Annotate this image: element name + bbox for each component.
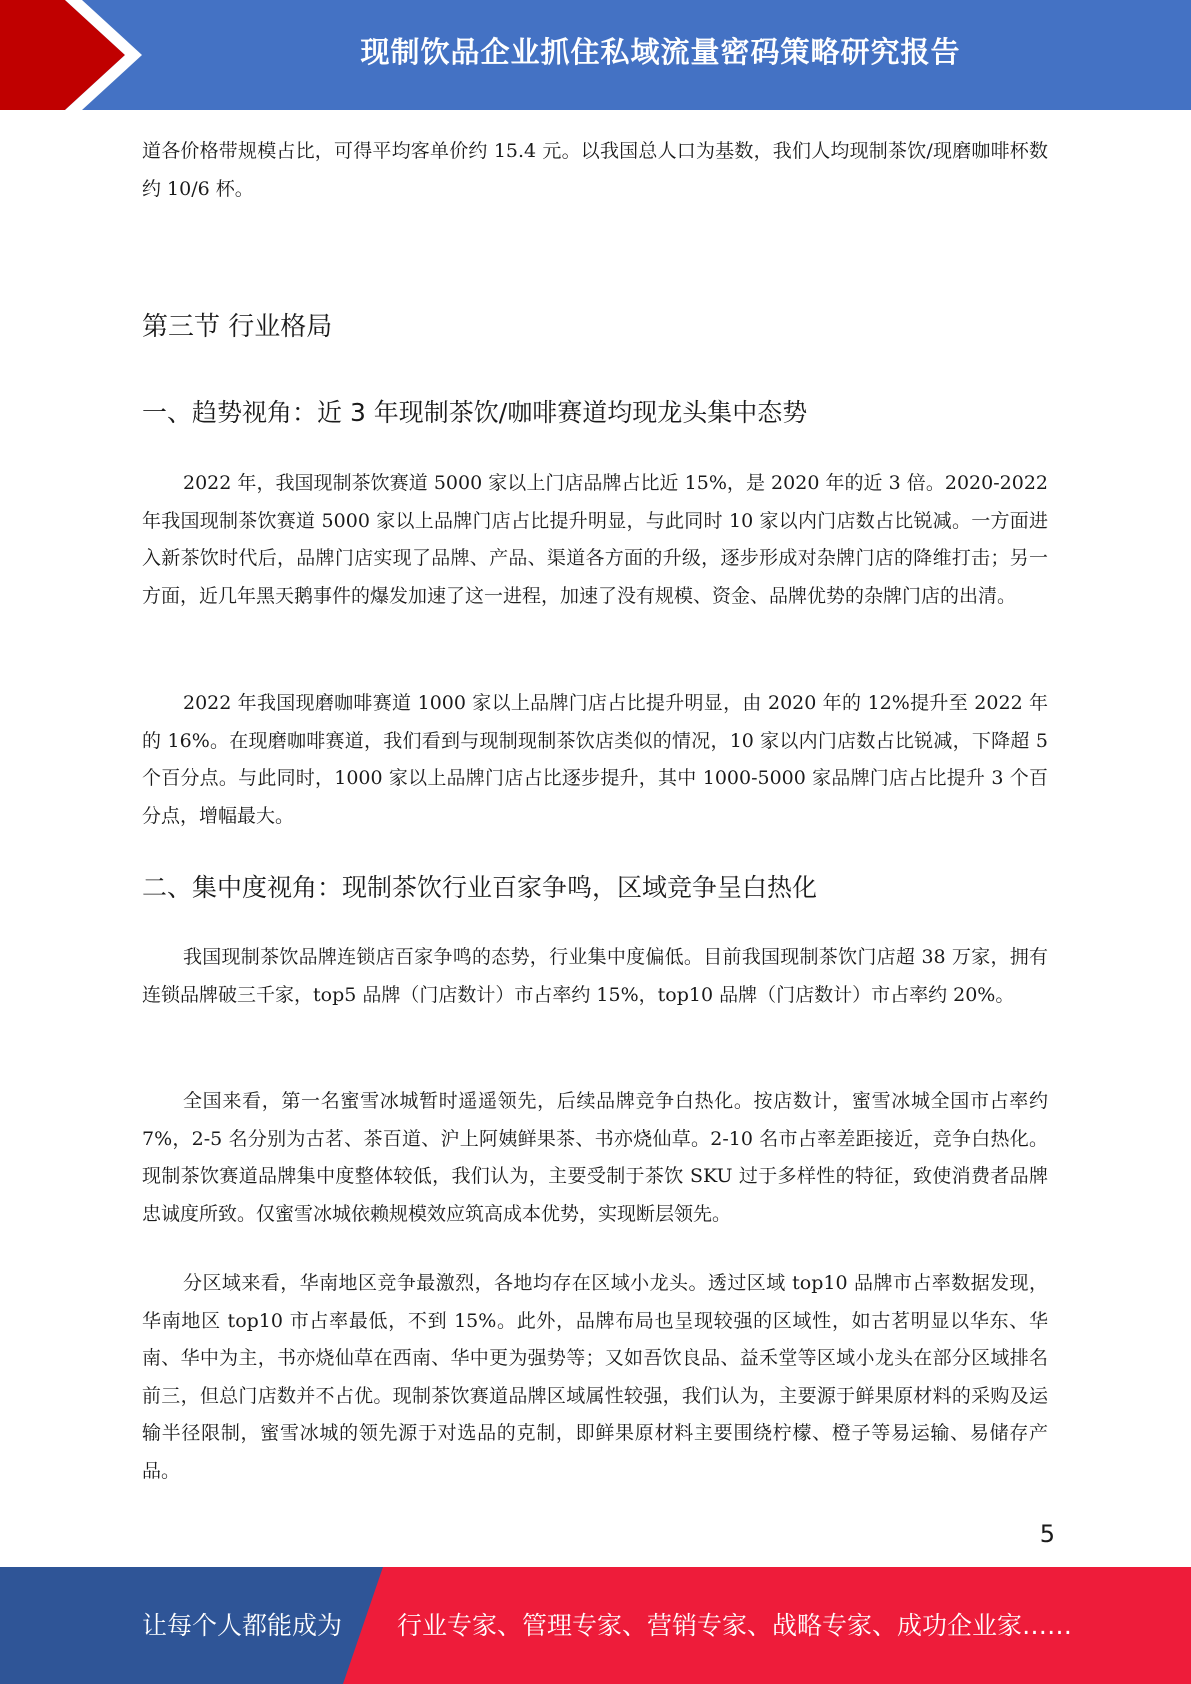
page-number: 5 (1039, 1520, 1055, 1548)
header-title: 现制饮品企业抓住私域流量密码策略研究报告 (360, 35, 961, 69)
footer-slogan-left: 让每个人都能成为 (142, 1611, 343, 1640)
page-header (0, 0, 1191, 110)
heading-concentration: 二、集中度视角：现制茶饮行业百家争鸣，区域竞争呈白热化 (142, 873, 818, 902)
paragraph-tea-trend: 2022 年，我国现制茶饮赛道 5000 家以上门店品牌占比近 15%，是 2020 年的近 3 倍。2020-2022 年我国现制茶饮赛道 5000 家以上品牌门店占比提升明显，与此同时 10 家以内门店数占比锐减。一方面进入新茶饮时代后，品牌门店实现了品牌、产品、渠道各方面的升级，逐步形成对杂牌门店的降维打击；另一方面，近几年黑天鹅事件的爆发加速了这一进程，加速了没有规模、资金、品牌优势的杂牌门店的出清。 (142, 472, 1048, 607)
heading-trend: 一、趋势视角：近 3 年现制茶饮/咖啡赛道均现龙头集中态势 (142, 398, 808, 427)
paragraph-coffee-trend: 2022 年我国现磨咖啡赛道 1000 家以上品牌门店占比提升明显，由 2020 年的 12%提升至 2022 年的 16%。在现磨咖啡赛道，我们看到与现制现制茶饮店类似的情况，10 家以内门店数占比锐减，下降超 5 个百分点。与此同时，1000 家以上品牌门店占比逐步提升，其中 1000-5000 家品牌门店占比提升 3 个百分点，增幅最大。 (142, 692, 1048, 827)
intro-paragraph: 道各价格带规模占比，可得平均客单价约 15.4 元。以我国总人口为基数，我们人均现制茶饮/现磨咖啡杯数约 10/6 杯。 (142, 140, 1048, 200)
header-chevron-icon (0, 0, 150, 110)
paragraph-concentration: 我国现制茶饮品牌连锁店百家争鸣的态势，行业集中度偏低。目前我国现制茶饮门店超 38 万家，拥有连锁品牌破三千家，top5 品牌（门店数计）市占率约 15%，top10 品牌（门店数计）市占率约 20%。 (142, 946, 1048, 1006)
section-title: 第三节 行业格局 (142, 312, 333, 342)
paragraph-national: 全国来看，第一名蜜雪冰城暂时遥遥领先，后续品牌竞争白热化。按店数计，蜜雪冰城全国市占率约 7%，2-5 名分别为古茗、茶百道、沪上阿姨鲜果茶、书亦烧仙草。2-10 名市占率差距接近，竞争白热化。现制茶饮赛道品牌集中度整体较低，我们认为，主要受制于茶饮 SKU 过于多样性的特征，致使消费者品牌忠诚度所致。仅蜜雪冰城依赖规模效应筑高成本优势，实现断层领先。 (142, 1090, 1048, 1225)
footer-slogan-right: 行业专家、管理专家、营销专家、战略专家、成功企业家…… (397, 1611, 1073, 1640)
page-footer (0, 1567, 1191, 1684)
paragraph-regional: 分区域来看，华南地区竞争最激烈，各地均存在区域小龙头。透过区域 top10 品牌市占率数据发现，华南地区 top10 市占率最低，不到 15%。此外，品牌布局也呈现较强的区域性，如古茗明显以华东、华南、华中为主，书亦烧仙草在西南、华中更为强势等；又如吾饮良品、益禾堂等区域小龙头在部分区域排名前三，但总门店数并不占优。现制茶饮赛道品牌区域属性较强，我们认为，主要源于鲜果原材料的采购及运输半径限制，蜜雪冰城的领先源于对选品的克制，即鲜果原材料主要围绕柠檬、橙子等易运输、易储存产品。 (142, 1272, 1048, 1482)
